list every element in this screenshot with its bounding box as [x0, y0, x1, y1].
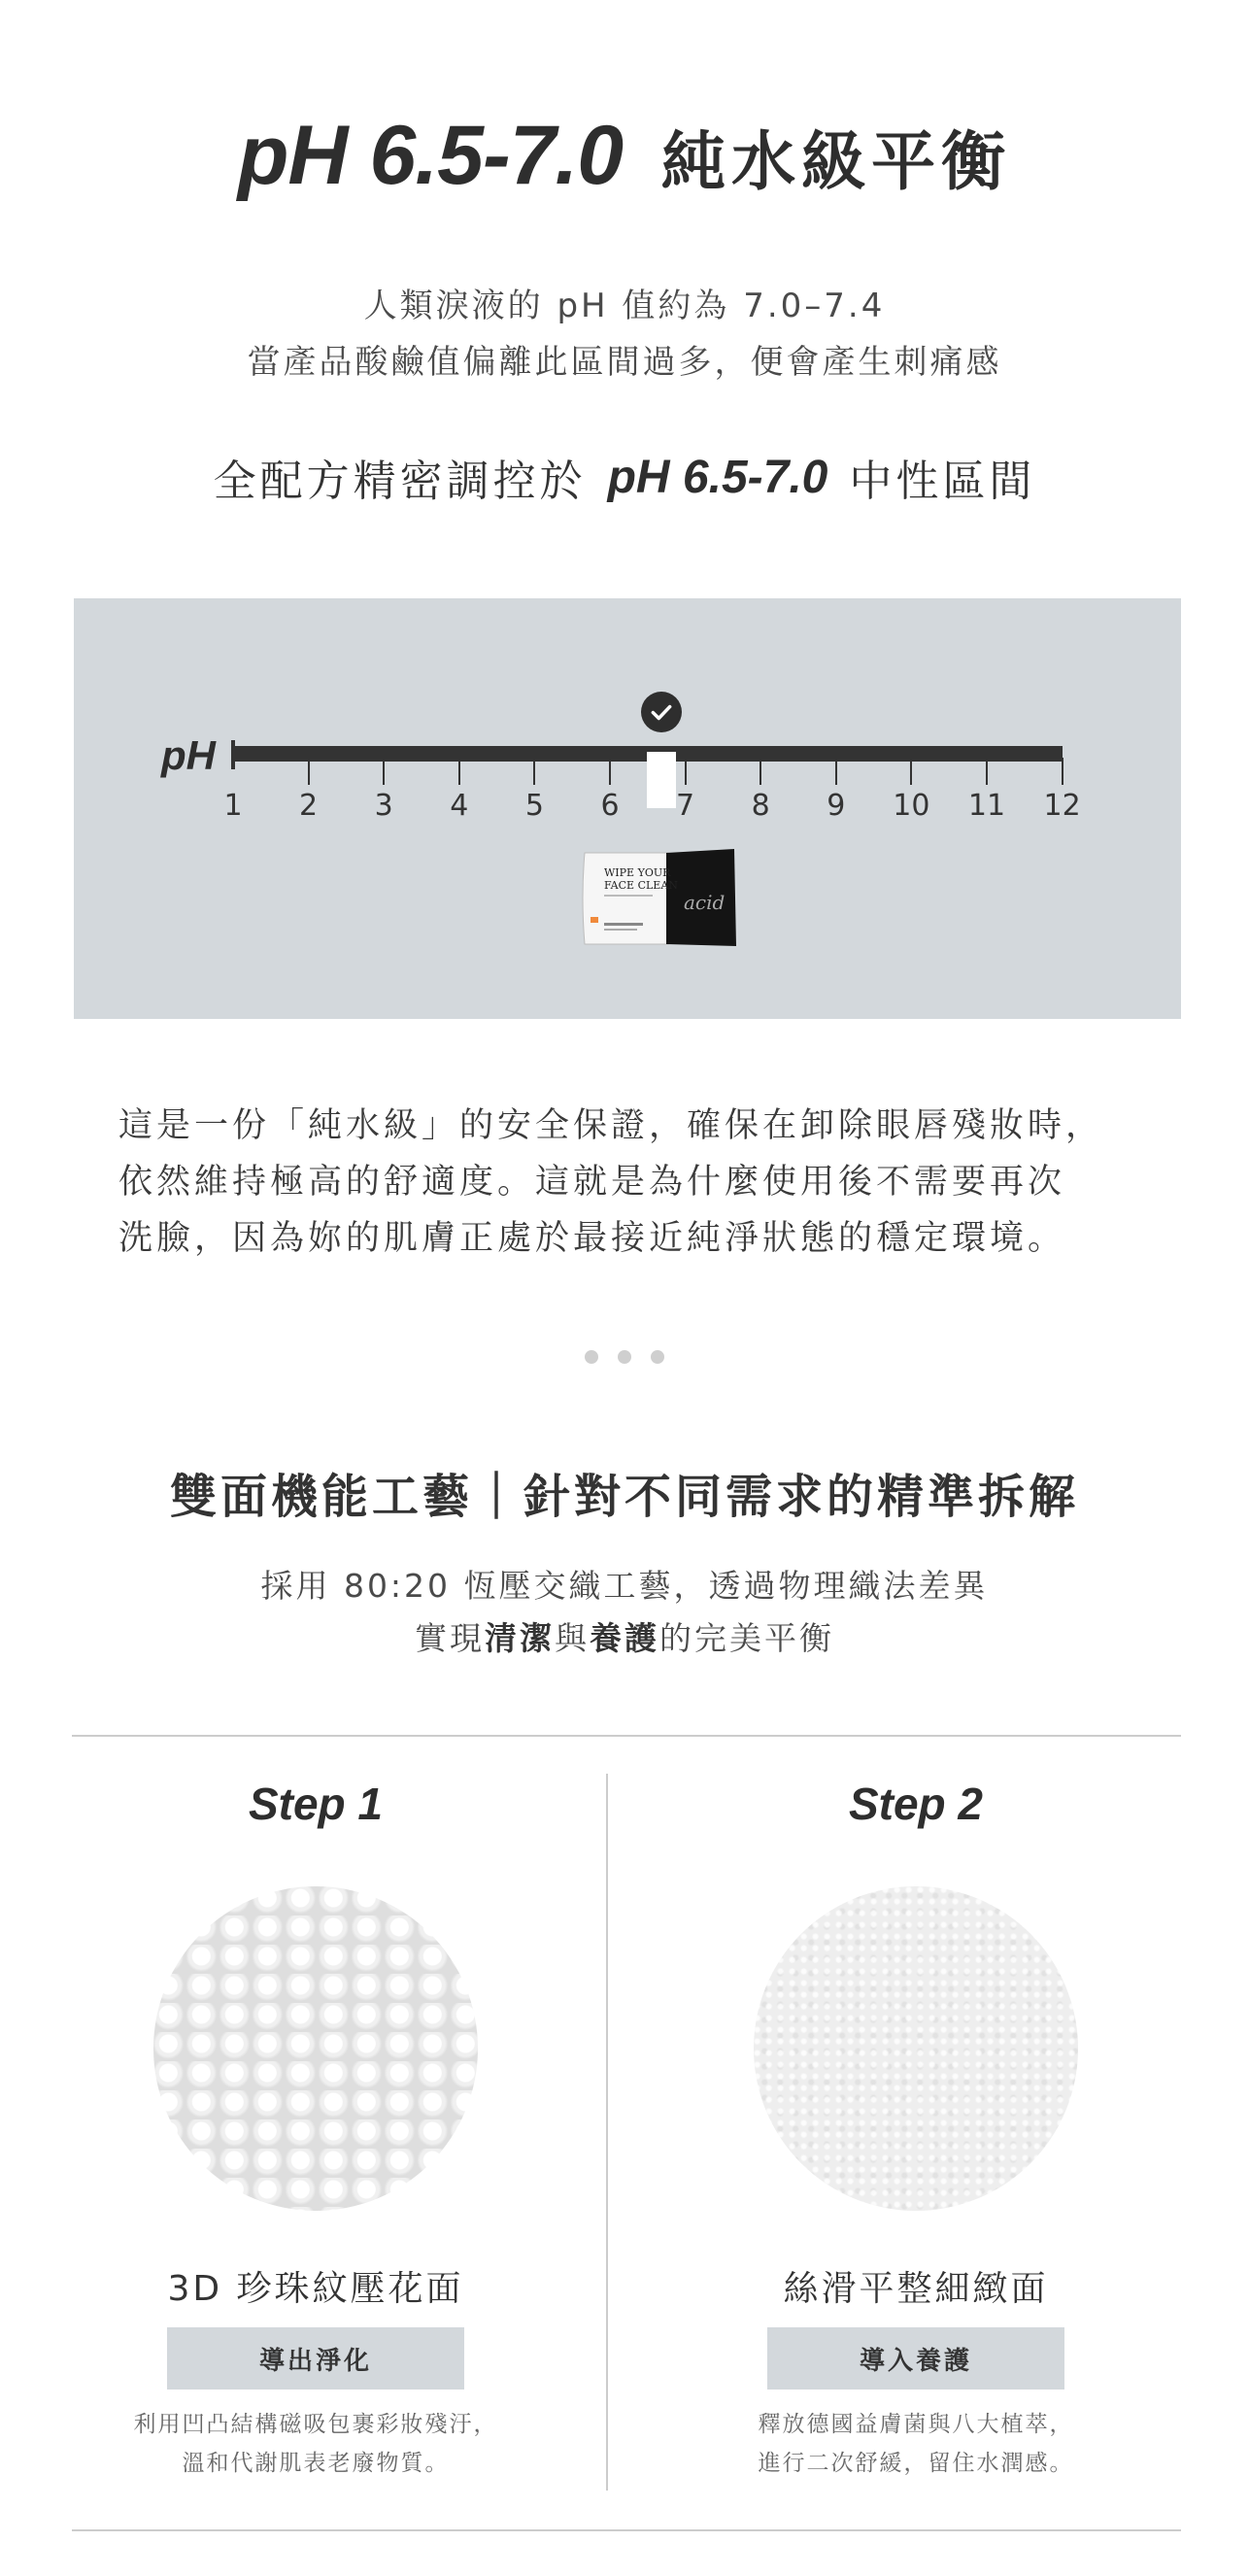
headline-ph: pH 6.5-7.0: [607, 451, 828, 503]
paragraph-line-2: 依然維持極高的舒適度。這就是為什麼使用後不需要再次: [118, 1163, 1066, 1202]
step-1-description: 利用凹凸結構磁吸包裹彩妝殘汙， 溫和代謝肌表老廢物質。: [133, 2412, 498, 2476]
safety-paragraph: [118, 1098, 1138, 1267]
section-subtitle: [0, 1560, 1249, 1665]
ph-tick-label: 3: [374, 789, 393, 823]
ph-axis-label: pH: [161, 732, 216, 778]
intro-line-2: 當產品酸鹼值偏離此區間過多，便會產生刺痛感: [247, 343, 1002, 382]
ph-scale-panel: [74, 598, 1181, 1019]
ph-tick-label: 6: [600, 789, 620, 823]
intro-line-1: 人類淚液的 pH 值約為 7.0–7.4: [363, 287, 886, 325]
step-1-label: Step 1: [248, 1779, 384, 1829]
highlight-clean: 清潔: [485, 1619, 555, 1657]
subtitle-line-1: 採用 80:20 恆壓交織工藝，透過物理織法差異: [260, 1567, 989, 1605]
paragraph-line-1: 這是一份「純水級」的安全保證，確保在卸除眼唇殘妝時，: [118, 1106, 1104, 1145]
ph-tick-label: 5: [524, 789, 544, 823]
section-divider-bottom: [72, 2529, 1181, 2531]
step-1-feature: 3D 珍珠紋壓花面: [167, 2269, 464, 2309]
ph-tick: [835, 758, 837, 785]
ph-neutral-gap: [647, 752, 676, 808]
headline-after: 中性區間: [849, 457, 1036, 506]
section-title: 雙面機能工藝｜針對不同需求的精準拆解: [169, 1470, 1079, 1524]
neutral-range-headline: [0, 443, 1249, 511]
title-text: 純水級平衡: [661, 123, 1012, 199]
step-2-label: Step 2: [848, 1779, 984, 1829]
dots-divider: [0, 1350, 1249, 1370]
title-ph-range: pH 6.5-7.0: [237, 108, 624, 202]
page-title: [0, 97, 1249, 214]
ph-tick-label: 9: [827, 789, 846, 823]
step-2-description: 釋放德國益膚菌與八大植萃， 進行二次舒緩，留住水潤感。: [758, 2412, 1074, 2476]
ph-tick-label: 1: [223, 789, 243, 823]
step-2-badge: 導入養護: [767, 2327, 1064, 2390]
smooth-texture-image: [754, 1886, 1078, 2211]
product-text-2: FACE CLEAN: [604, 879, 678, 892]
headline-before: 全配方精密調控於: [213, 457, 587, 506]
intro-text: [0, 278, 1249, 390]
product-text-1: WIPE YOUR: [604, 866, 671, 879]
pearl-texture-image: [153, 1886, 478, 2211]
ph-tick: [685, 758, 687, 785]
ph-tick-label: 2: [299, 789, 319, 823]
step-2-column: [649, 1778, 1183, 1830]
ph-tick-label: 8: [751, 789, 770, 823]
step-1-badge: 導出淨化: [167, 2327, 464, 2390]
ph-tick: [1062, 758, 1063, 785]
check-circle-icon: [641, 692, 682, 732]
section-divider-top: [72, 1735, 1181, 1737]
ph-tick: [910, 758, 912, 785]
step-2-feature: 絲滑平整細緻面: [783, 2269, 1049, 2309]
ph-tick-label: 7: [676, 789, 695, 823]
divider-dot: [585, 1350, 598, 1364]
subtitle-line-2: 實現清潔與養護的完美平衡: [415, 1619, 834, 1657]
product-brand: acid: [684, 891, 726, 914]
ph-tick: [609, 758, 611, 785]
product-pack-image: [579, 849, 739, 948]
ph-tick: [986, 758, 988, 785]
ph-tick-label: 12: [1043, 789, 1081, 823]
ph-tick-label: 11: [967, 789, 1006, 823]
ph-tick: [533, 758, 535, 785]
divider-dot: [651, 1350, 664, 1364]
paragraph-line-3: 洗臉，因為妳的肌膚正處於最接近純淨狀態的穩定環境。: [118, 1219, 1066, 1258]
step-1-column: [49, 1778, 583, 1830]
ph-tick-label: 4: [450, 789, 469, 823]
divider-dot: [618, 1350, 631, 1364]
ph-tick: [308, 758, 310, 785]
ph-tick: [458, 758, 460, 785]
ph-tick: [383, 758, 385, 785]
ph-tick-label: 10: [893, 789, 930, 823]
column-divider: [606, 1774, 608, 2491]
highlight-care: 養護: [590, 1619, 659, 1657]
ph-tick: [760, 758, 761, 785]
